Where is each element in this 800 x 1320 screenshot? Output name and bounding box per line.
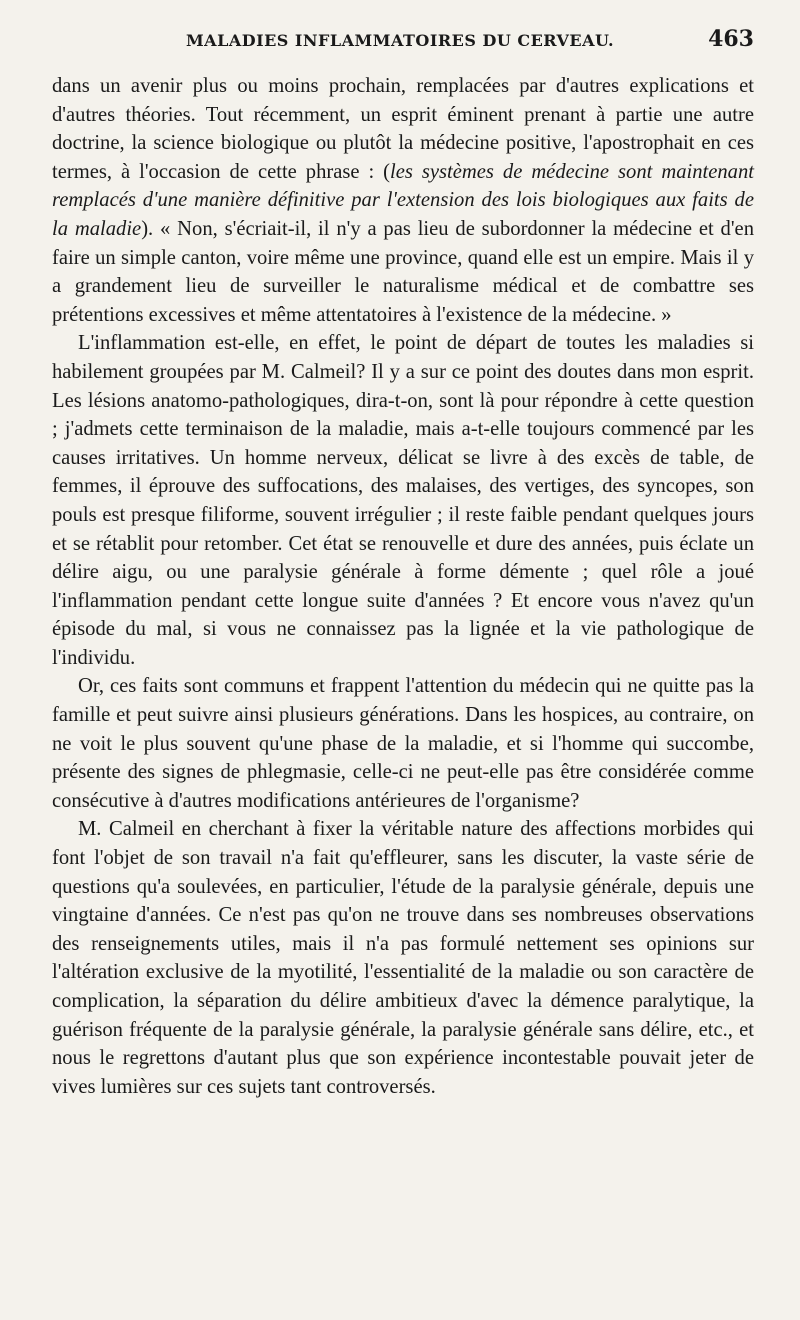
paragraph-1 <box>52 72 754 329</box>
paragraph-3: Or, ces faits sont communs et frappent l'attention du médecin qui ne quitte pas la famille et peut suivre ainsi plusieurs générations. Dans les hospices, au contraire, on ne voit le plus souvent qu'une phase de la maladie, et si l'homme qui succombe, présente des signes de phlegmasie, celle-ci ne peut-elle pas être considérée comme consécutive à d'autres modifications antérieures de l'organisme? <box>52 675 754 812</box>
paragraph-2: L'inflammation est-elle, en effet, le point de départ de toutes les maladies si habilement groupées par M. Calmeil? Il y a sur ce point des doutes dans mon esprit. Les lésions anatomo-pathologiques, dira-t-on, sont là pour répondre à cette question ; j'admets cette terminaison de la maladie, mais a-t-elle toujours commencé par les causes irritatives. Un homme nerveux, délicat se livre à des excès de table, de femmes, il éprouve des suffocations, des malaises, des vertiges, des syncopes, son pouls est presque filiforme, souvent irrégulier ; il reste faible pendant quelques jours et se rétablit pour retomber. Cet état se renouvelle et dure des années, puis éclate un délire aigu, ou une paralysie générale à forme démente ; quel rôle a joué l'inflammation pendant cette longue suite d'années ? Et encore vous n'avez qu'un épisode du mal, si vous ne connaissez pas la lignée et la vie pathologique de l'individu. <box>52 332 754 669</box>
page-header <box>52 26 754 66</box>
paragraph-1-italic-quote: les systèmes de médecine sont maintenant remplacés d'une manière définitive par l'extension des lois biologiques aux faits de la maladie <box>52 160 754 240</box>
body-text <box>52 72 754 1101</box>
paragraph-1-text-before: dans un avenir plus ou moins prochain, remplacées par d'autres explications et d'autres théories. Tout récemment, un esprit éminent prenant à partie une autre doctrine, la science biologique ou plutôt la médecine positive, l'apostrophait en ces termes, à l'occasion de cette phrase : ( <box>52 75 754 183</box>
page-number: 463 <box>708 26 754 52</box>
running-title: MALADIES INFLAMMATOIRES DU CERVEAU. <box>185 31 615 50</box>
paragraph-4: M. Calmeil en cherchant à fixer la véritable nature des affections morbides qui font l'objet de son travail n'a fait qu'effleurer, sans les discuter, la vaste série de questions qu'a soulevées, en particulier, l'étude de la paralysie générale, depuis une vingtaine d'années. Ce n'est pas qu'on ne trouve dans ses nombreuses observations des renseignements utiles, mais il n'a pas formulé nettement ses opinions sur l'altération exclusive de la myotilité, l'essentialité de la maladie ou son caractère de complication, la séparation du délire ambitieux d'avec la démence paralytique, la guérison fréquente de la paralysie générale, la paralysie générale sans délire, etc., et nous le regrettons d'autant plus que son expérience incontestable pouvait jeter de vives lumières sur ces sujets tant controversés. <box>52 818 754 1098</box>
paragraph-1-text-after: ). « Non, s'écriait-il, il n'y a pas lieu de subordonner la médecine et d'en faire un simple canton, voire même une province, quand elle est un empire. Mais il y a grandement lieu de surveiller le naturalisme médical et de combattre ses prétentions excessives et même attentatoires à l'existence de la médecine. » <box>52 217 754 326</box>
